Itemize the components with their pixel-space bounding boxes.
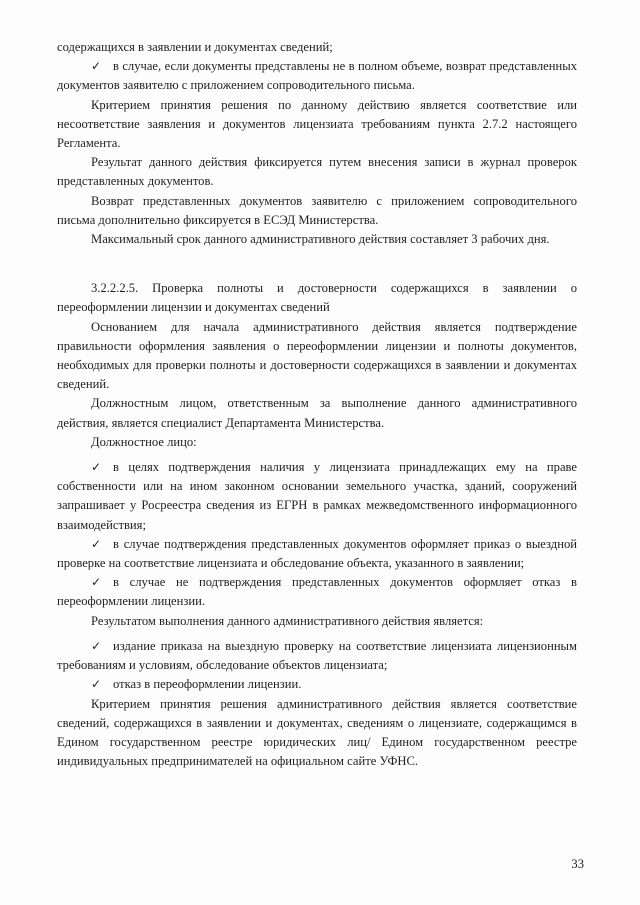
paragraph-decision-criterion: Критерием принятия решения административного действия является соответствие сведений, содержащихся в заявлении и документах, сведениям о лицензиате, содержащимся в Едином государственном реестре юридических лиц/ Едином государственном реестре индивидуальных предпринимателей на официальном сайте УФНС. xyxy=(57,696,577,769)
checkmark-icon: ✓ xyxy=(91,460,102,475)
paragraph-basis: Основанием для начала административного действия является подтверждение правильности оформления заявления о переоформлении лицензии и полноты документов, необходимых для проверки полноты и достоверности содержащихся в заявлении и документах сведений. xyxy=(57,319,577,392)
checkmark-icon: ✓ xyxy=(91,677,102,692)
page-number: 33 xyxy=(571,857,584,871)
paragraph-result: Результат данного действия фиксируется путем внесения записи в журнал проверок представленных документов. xyxy=(57,155,577,189)
paragraph-continuation: содержащихся в заявлении и документах сведений; xyxy=(57,40,333,54)
paragraph-official-label: Должностное лицо: xyxy=(91,434,197,449)
checklist-item-text: в случае не подтверждения представленных документов оформляет отказ в переоформлении лицензии. xyxy=(57,575,577,609)
checklist-item-refusal xyxy=(57,573,577,611)
checklist-item-text: отказ в переоформлении лицензии. xyxy=(113,677,302,692)
checklist-item-return xyxy=(57,57,577,95)
checkmark-icon: ✓ xyxy=(91,575,102,590)
paragraph-return-recorded: Возврат представленных документов заявителю с приложением сопроводительного письма дополнительно фиксируется в ЕСЭД Министерства. xyxy=(57,193,577,227)
checklist-item-issue-order xyxy=(57,637,577,675)
checkmark-icon: ✓ xyxy=(91,59,102,74)
checklist-item-egrn-request xyxy=(57,458,577,535)
section-gap xyxy=(57,249,577,279)
checklist-item-text: в случае, если документы представлены не в полном объеме, возврат представленных документов заявителю с приложением сопроводительного письма. xyxy=(57,59,577,93)
section-heading: 3.2.2.2.5. Проверка полноты и достоверности содержащихся в заявлении о переоформлении лицензии и документах сведений xyxy=(57,281,577,315)
paragraph-criterion: Критерием принятия решения по данному действию является соответствие или несоответствие заявления и документов лицензиата требованиям пункта 2.7.2 настоящего Регламента. xyxy=(57,97,577,151)
paragraph-result-heading: Результатом выполнения данного административного действия является: xyxy=(91,613,484,628)
checkmark-icon: ✓ xyxy=(91,536,102,551)
checklist-item-inspection-order xyxy=(57,535,577,573)
checklist-item-text: в случае подтверждения представленных документов оформляет приказ о выездной проверке на соответствие лицензиата и обследование объекта, указанного в заявлении; xyxy=(57,536,577,571)
checklist-item-text: издание приказа на выездную проверку на соответствие лицензиата лицензионным требованиям и условиям, обследование объектов лицензиата; xyxy=(57,638,577,673)
page-content xyxy=(57,38,577,771)
checklist-item-refuse xyxy=(57,675,577,694)
paragraph-deadline: Максимальный срок данного административного действия составляет 3 рабочих дня. xyxy=(91,232,550,247)
checkmark-icon: ✓ xyxy=(91,638,102,653)
checklist-item-text: в целях подтверждения наличия у лицензиата принадлежащих ему на праве собственности или на ином законном основании земельного участка, зданий, сооружений запрашивает у Росреестра сведения из ЕГРН в рамках межведомственного информационного взаимодействия; xyxy=(57,460,577,532)
paragraph-responsible-person: Должностным лицом, ответственным за выполнение данного административного действия, является специалист Департамента Министерства. xyxy=(57,396,577,430)
